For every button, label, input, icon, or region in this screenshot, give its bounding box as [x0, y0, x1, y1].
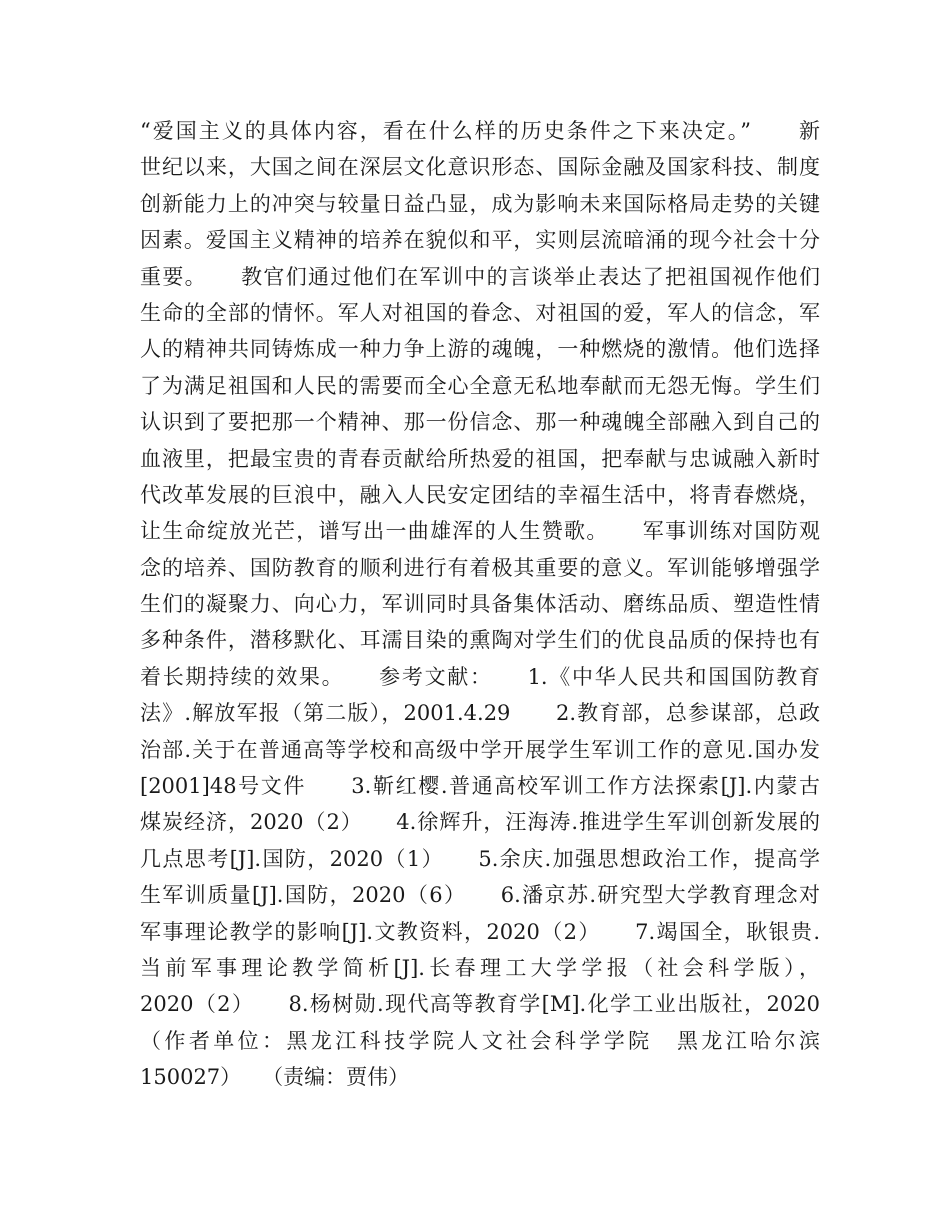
text-line: 生命的全部的情怀。军人对祖国的眷念、对祖国的爱，军人的信念，军 [140, 300, 820, 325]
text-line: 当前军事理论教学简析[J].长春理工大学学报（社会科学版）， [140, 955, 820, 980]
text-line: 让生命绽放光芒，谱写出一曲雄浑的人生赞歌。 军事训练对国防观 [140, 519, 820, 544]
text-line: 代改革发展的巨浪中，融入人民安定团结的幸福生活中，将青春燃烧， [140, 482, 820, 507]
text-line: 军事理论教学的影响[J].文教资料，2020（2） 7.竭国全，耿银贵. [140, 919, 820, 944]
text-line: 几点思考[J].国防，2020（1） 5.余庆.加强思想政治工作，提高学 [140, 846, 820, 871]
text-line: 150027） （责编：贾伟） [140, 1065, 410, 1090]
text-line: 煤炭经济，2020（2） 4.徐辉升，汪海涛.推进学生军训创新发展的 [140, 810, 820, 835]
text-line: 认识到了要把那一个精神、那一份信念、那一种魂魄全部融入到自己的 [140, 410, 820, 435]
text-line: 生们的凝聚力、向心力，军训同时具备集体活动、磨练品质、塑造性情 [140, 592, 820, 617]
text-line: 法》.解放军报（第二版），2001.4.29 2.教育部，总参谋部，总政 [140, 701, 820, 726]
text-line: 着长期持续的效果。 参考文献： 1.《中华人民共和国国防教育 [140, 664, 820, 689]
text-line: 创新能力上的冲突与较量日益凸显，成为影响未来国际格局走势的关键 [140, 191, 820, 216]
text-line: 治部.关于在普通高等学校和高级中学开展学生军训工作的意见.国办发 [140, 737, 820, 762]
text-line: （作者单位：黑龙江科技学院人文社会科学学院 黑龙江哈尔滨 [140, 1028, 820, 1053]
text-line: [2001]48号文件 3.靳红樱.普通高校军训工作方法探索[J].内蒙古 [140, 774, 820, 799]
text-line: “爱国主义的具体内容，看在什么样的历史条件之下来决定。” 新 [140, 119, 820, 143]
text-line: 血液里，把最宝贵的青春贡献给所热爱的祖国，把奉献与忠诚融入新时 [140, 446, 820, 471]
article-body [140, 113, 820, 1096]
text-line: 了为满足祖国和人民的需要而全心全意无私地奉献而无怨无悔。学生们 [140, 373, 820, 398]
text-line: 2020（2） 8.杨树勋.现代高等教育学[M].化学工业出版社，2020 [140, 992, 820, 1017]
text-line: 多种条件，潜移默化、耳濡目染的熏陶对学生们的优良品质的保持也有 [140, 628, 820, 653]
text-line: 世纪以来，大国之间在深层文化意识形态、国际金融及国家科技、制度 [140, 155, 820, 180]
text-line: 生军训质量[J].国防，2020（6） 6.潘京苏.研究型大学教育理念对 [140, 883, 820, 908]
text-line: 因素。爱国主义精神的培养在貌似和平，实则层流暗涌的现今社会十分 [140, 228, 820, 253]
text-line: 重要。 教官们通过他们在军训中的言谈举止表达了把祖国视作他们 [140, 264, 820, 289]
text-line: 念的培养、国防教育的顺利进行有着极其重要的意义。军训能够增强学 [140, 555, 820, 580]
text-line: 人的精神共同铸炼成一种力争上游的魂魄，一种燃烧的激情。他们选择 [140, 337, 820, 362]
